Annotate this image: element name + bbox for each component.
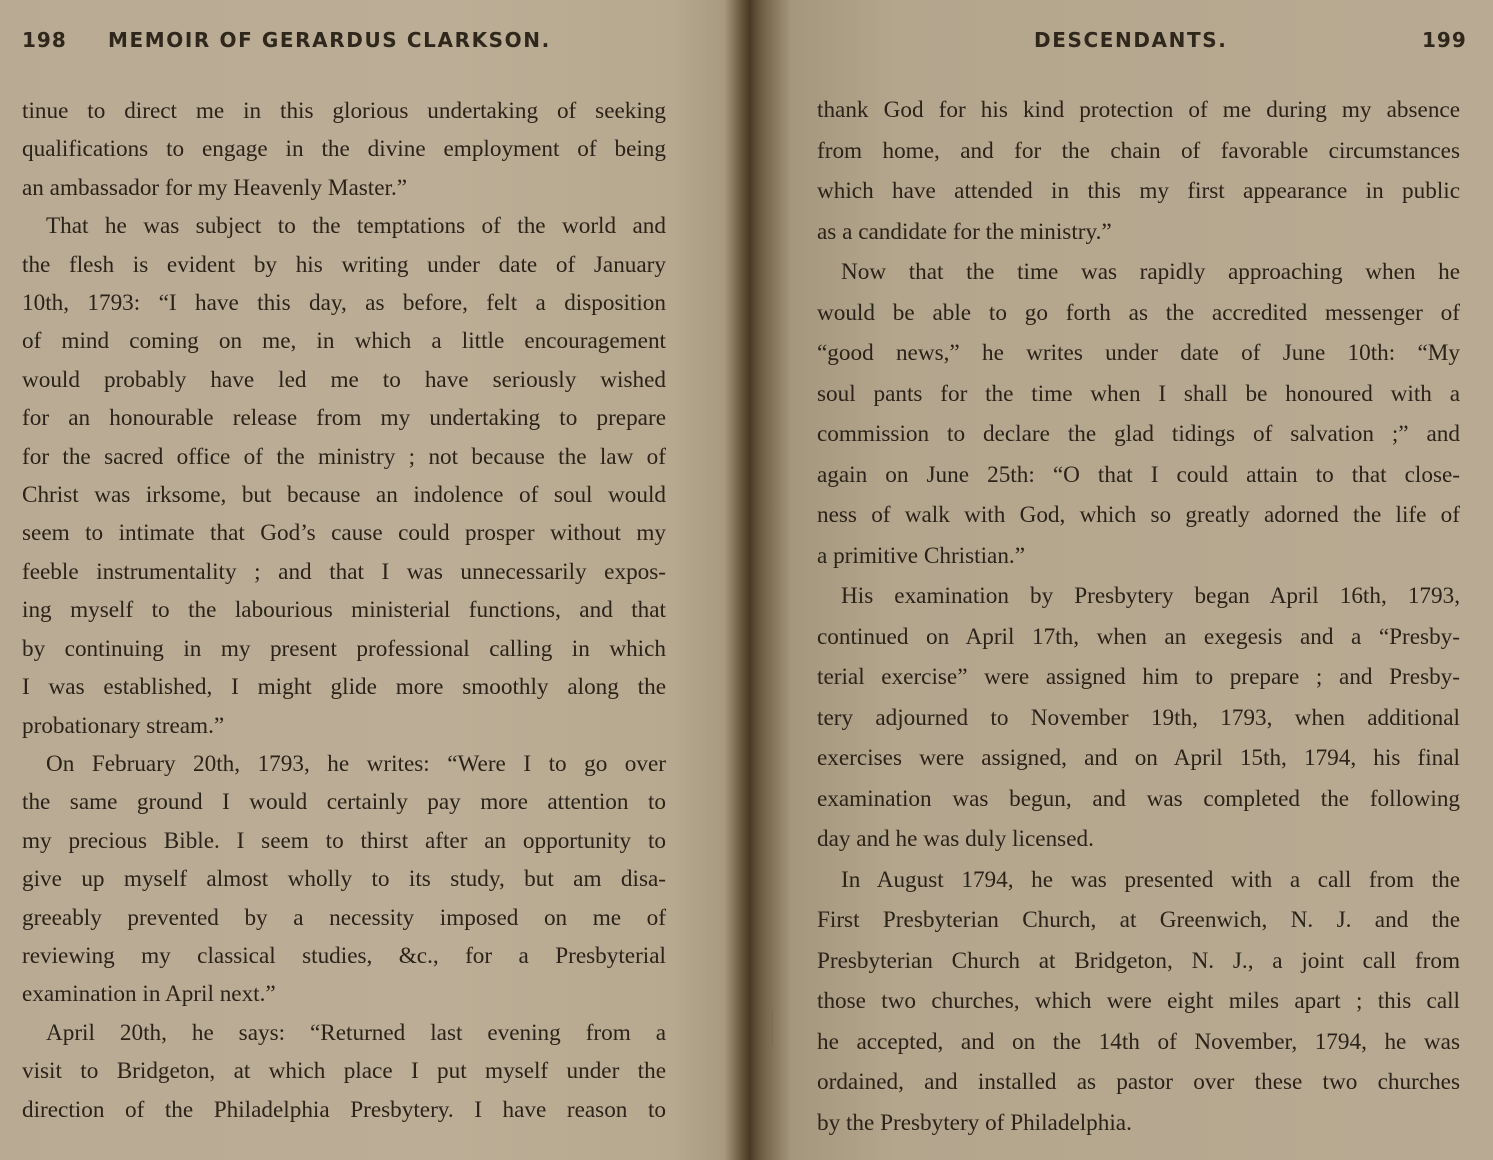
text-line: of mind coming on me, in which a little encouragement [22, 328, 666, 355]
text-line: the flesh is evident by his writing under date of January [22, 251, 666, 278]
text-line: greeably prevented by a necessity imposed on me of [22, 904, 666, 931]
text-line: soul pants for the time when I shall be honoured with a [817, 380, 1460, 407]
left-page [0, 0, 745, 1160]
text-line: would be able to go forth as the accredited messenger of [817, 299, 1460, 326]
text-line: give up myself almost wholly to its study, but am disa- [22, 866, 666, 893]
text-line: exercises were assigned, and on April 15th, 1794, his final [817, 745, 1460, 771]
text-line: commission to declare the glad tidings of salvation ;” and [817, 421, 1460, 447]
text-line: I was established, I might glide more smoothly along the [22, 674, 666, 701]
right-body-text [817, 90, 1460, 1143]
right-page [758, 0, 1493, 1160]
text-line: qualifications to engage in the divine employment of being [22, 136, 666, 163]
text-line: ing myself to the labourious ministerial functions, and that [22, 597, 666, 624]
text-line: In August 1794, he was presented with a call from the [841, 866, 1460, 893]
text-line: ordained, and installed as pastor over these two churches [817, 1069, 1460, 1095]
text-line: First Presbyterian Church, at Greenwich, N. J. and the [817, 907, 1460, 933]
text-line: the same ground I would certainly pay more attention to [22, 789, 666, 816]
text-line: ness of walk with God, which so greatly adorned the life of [817, 502, 1460, 528]
text-line: tery adjourned to November 19th, 1793, when additional [817, 704, 1460, 731]
text-line: reviewing my classical studies, &c., for a Presbyterial [22, 942, 666, 969]
text-line: Christ was irksome, but because an indolence of soul would [22, 482, 666, 509]
text-line: by continuing in my present professional calling in which [22, 635, 666, 662]
text-line: “good news,” he writes under date of June 10th: “My [817, 340, 1460, 366]
text-line: Presbyterian Church at Bridgeton, N. J., a joint call from [817, 947, 1460, 974]
text-line: for an honourable release from my undertaking to prepare [22, 405, 666, 432]
text-line: day and he was duly licensed. [817, 826, 1094, 852]
text-line: again on June 25th: “O that I could attain to that close- [817, 461, 1460, 488]
right-running-head: DESCENDANTS. [1034, 28, 1228, 52]
text-line: examination was begun, and was completed the following [817, 785, 1460, 812]
text-line: a primitive Christian.” [817, 542, 1025, 569]
text-line: he accepted, and on the 14th of November, 1794, he was [817, 1028, 1460, 1055]
text-line: 10th, 1793: “I have this day, as before, felt a disposition [22, 290, 666, 317]
left-running-head: MEMOIR OF GERARDUS CLARKSON. [108, 28, 551, 52]
left-page-number: 198 [22, 28, 67, 52]
right-page-number: 199 [1422, 28, 1467, 52]
text-line: would probably have led me to have seriously wished [22, 366, 666, 393]
left-body-text [22, 92, 666, 1129]
text-line: seem to intimate that God’s cause could prosper without my [22, 520, 666, 547]
text-line: examination in April next.” [22, 981, 276, 1008]
text-line: an ambassador for my Heavenly Master.” [22, 174, 408, 201]
text-line: thank God for his kind protection of me during my absence [817, 97, 1460, 123]
text-line: Now that the time was rapidly approaching when he [841, 259, 1460, 285]
text-line: from home, and for the chain of favorable circumstances [817, 137, 1460, 164]
gutter-mark [771, 1010, 773, 1046]
text-line: tinue to direct me in this glorious undertaking of seeking [22, 98, 666, 124]
text-line: That he was subject to the temptations of the world and [46, 213, 666, 240]
text-line: direction of the Philadelphia Presbytery. I have reason to [22, 1096, 666, 1123]
text-line: my precious Bible. I seem to thirst after an opportunity to [22, 827, 666, 854]
text-line: continued on April 17th, when an exegesis and a “Presby- [817, 623, 1460, 650]
text-line: which have attended in this my first appearance in public [817, 178, 1460, 204]
text-line: On February 20th, 1793, he writes: “Were I to go over [46, 750, 666, 777]
text-line: terial exercise” were assigned him to prepare ; and Presby- [817, 664, 1460, 690]
text-line: feeble instrumentality ; and that I was unnecessarily expos- [22, 558, 666, 585]
text-line: April 20th, he says: “Returned last evening from a [46, 1019, 666, 1046]
text-line: His examination by Presbytery began April 16th, 1793, [841, 583, 1460, 609]
text-line: visit to Bridgeton, at which place I put myself under the [22, 1058, 666, 1085]
text-line: those two churches, which were eight miles apart ; this call [817, 988, 1460, 1014]
text-line: as a candidate for the ministry.” [817, 218, 1112, 245]
text-line: by the Presbytery of Philadelphia. [817, 1109, 1132, 1136]
text-line: for the sacred office of the ministry ; not because the law of [22, 443, 666, 470]
text-line: probationary stream.” [22, 712, 225, 739]
